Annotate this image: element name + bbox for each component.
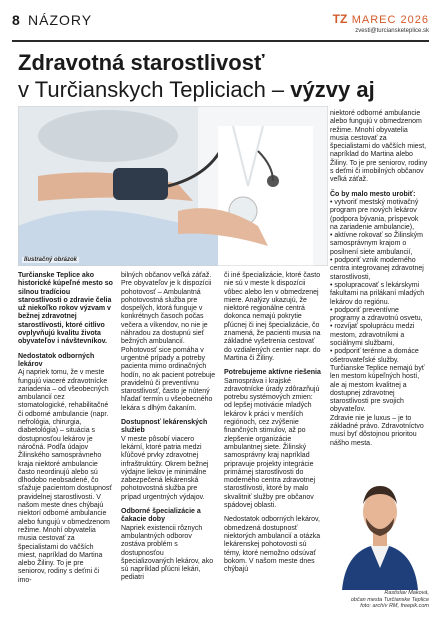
headline-line2-bold: výzvy aj	[290, 77, 375, 102]
author-portrait	[336, 470, 424, 590]
subheading-lekari: Nedostatok odborných lekárov	[18, 352, 95, 368]
photo-credit: foto: archív RM, freepik.com	[360, 603, 429, 609]
subheading-lekarne: Dostupnosť lekárenských služieb	[121, 419, 208, 435]
headline-line1: Zdravotná starostlivosť	[18, 50, 265, 75]
body-paragraph: bilných občanov veľká záťaž. Pre obyvateľov je k dispozícii pohotovosť – Ambulantná pohotovostná služba pre dospelých, ktorá funguje v konkrétnych časoch počas večera a víkendov, no nie je náhradou za dostupnú sieť bežných ambulancií. Pohotovosť sice pomáha v urgentné prípady a potreby pacienta mimo ordinačných hodín, no ak pacient potrebuje pravidelnú či preventívnu starostlivosť, často je nútený hľadať termín u všeobecného lekára s dlhým čakaním.	[121, 272, 216, 412]
list-item: • podporiť terénne a domáce ošetrovateľské služby.	[330, 348, 419, 364]
masthead	[333, 10, 429, 34]
list-item: • podporiť vznik moderného centra integrovanej zdravotnej starostlivosti,	[330, 257, 424, 281]
author-role: občan mesta Turčianske Teplice	[350, 596, 429, 603]
author-caption	[319, 590, 429, 610]
list-item: • rozvíjať spoluprácu medzi mestom, zdravotníkmi a sociálnymi službami,	[330, 323, 415, 348]
body-paragraph: Zdravie nie je luxus – je to základné právo. Zdravotníctvo musí byť dôstojnou prioritou nášho mesta.	[330, 414, 424, 447]
article-column-3	[224, 272, 322, 574]
list-item: • podporiť preventívne programy a zdravotnú osvetu,	[330, 306, 423, 323]
headline-line2-plain: v Turčianskych Tepliciach –	[18, 77, 291, 102]
body-paragraph: Samospráva i krajské zdravotnícke úrady zdôrazňujú potrebu systémových zmien: od lepšej motivácie mladých lekárov k práci v menších regiónoch, cez zvýšenie finančných stimulov, až po zlepšenie organizácie ambulantnej siete. Žilinský samosprávny kraj napríklad pripravuje projekty integrácie primárnej starostlivosti do moderného centra zdravotnej starostlivosti, ktoré by malo skvalitniť služby pre občanov spádovej oblasti.	[224, 377, 320, 510]
body-paragraph: Napriek existencii rôznych ambulantných odborov zostáva problém s dostupnosťou špecializovaných lekárov, ako sú napríklad pľúcni lekári, pediatri	[121, 524, 214, 582]
list-item: • aktívne rokovať so Žilinským samosprávnym krajom o posilnení siete ambulancií,	[330, 232, 423, 256]
body-paragraph: či iné špecializácie, ktoré často nie sú v meste k dispozícii vôbec alebo len v obmedzenej miere. Analýzy ukazujú, že niektoré regionálne centrá dokonca nemajú pokrytie pľúcnej či inej špecializácie, čo znamená, že pacienti musia na základné vyšetrenia cestovať do vzdialených centier napr. do Martina či Žiliny.	[224, 272, 321, 362]
body-paragraph: niektoré odborné ambulancie alebo fungujú v obmedzenom režime. Mnohí obyvatelia musia cestovať za špecialistami do väčších miest, napríklad do Martina alebo Žiliny. To je pre seniorov, rodiny s deťmi či imobilných občanov veľká záťaž.	[330, 110, 428, 184]
article-lead: Turčianske Teplice ako historické kúpeľné mesto so silnou tradíciou starostlivosti o zdravie čelia už niekoľko rokov výzvam v bežnej zdravotnej starostlivosti, ktoré citlivo ovplyvňujú kvalitu života obyvateľov i návštevníkov.	[18, 272, 113, 346]
illustration-photo	[18, 106, 328, 266]
subheading-co-urobit: Čo by malo mesto urobiť:	[330, 190, 416, 198]
article-column-2	[121, 272, 217, 583]
header-rule	[12, 40, 429, 42]
brand-logo: TZ	[332, 12, 348, 26]
list-item: • vytvoriť mestský motivačný program pre nových lekárov (podpora bývania, príspevok na zariadenie ambulancie),	[330, 198, 419, 231]
contact-email: zvesti@turciansketeplice.sk	[355, 28, 429, 34]
photo-caption: Ilustračný obrázok	[24, 257, 78, 263]
article-column-4	[330, 110, 428, 448]
page-header	[12, 8, 429, 38]
author-name: Rastislav Maková,	[384, 590, 429, 596]
body-paragraph: Turčianske Teplice nemajú byť len mestom kúpeľných hostí, ale aj mestom kvalitnej a dostupnej zdravotnej starostlivosti pre svojich obyvateľov.	[330, 364, 425, 414]
author-photo	[336, 470, 424, 590]
body-paragraph: V meste pôsobí viacero lekární, ktoré patria medzi kľúčové prvky zdravotnej infraštruktúry. Okrem bežnej výdajne liekov je minimálne zabezpečená lekárenská pohotovostná služba pre prípad urgentných výdajov.	[121, 435, 209, 501]
issue-date: MAREC 2026	[351, 14, 429, 26]
section-label: NÁZORY	[28, 12, 93, 28]
doctor-measuring-blood-pressure-illustration	[18, 106, 328, 266]
body-paragraph: Nedostatok odborných lekárov, obmedzená dostupnosť niektorých ambulancií a otázka lekárenskej pohotovosti sú témy, ktoré nemožno odsúvať bokom. V našom meste dnes chýbajú	[224, 516, 321, 574]
page-number: 8	[12, 12, 20, 28]
subheading-specializacie: Odborné špecializácie a čakacie doby	[121, 508, 201, 524]
article-column-1	[18, 272, 113, 585]
body-paragraph: Aj napriek tomu, že v meste fungujú viaceré zdravotnícke zariadenia – od všeobecných ambulancií cez stomatologické, rehabilitačné či odborné ambulancie (napr. nefrológia, chirurgia, diabetológia) – situácia s dostupnosťou lekárov je náročná. Podľa údajov Žilinského samosprávneho kraja niektoré ambulancie často neordinujú alebo sú dlhodobo neobsadené, čo sťažuje pacientom dostupnosť pravidelnej starostlivosti. V našom meste dnes chýbajú niektorí odborné ambulancie alebo fungujú v obmedzenom režime. Mnohí obyvatelia musia cestovať za špecialistami do väčších miest, napríklad do Martina alebo Žiliny. To je pre seniorov, rodiny s deťmi či imo-	[18, 369, 112, 584]
list-item: • spolupracovať s lekárskymi fakultami na prilákaní mladých lekárov do regiónu.	[330, 281, 425, 306]
subheading-riesenia: Potrebujeme aktívne riešenia	[224, 369, 321, 377]
